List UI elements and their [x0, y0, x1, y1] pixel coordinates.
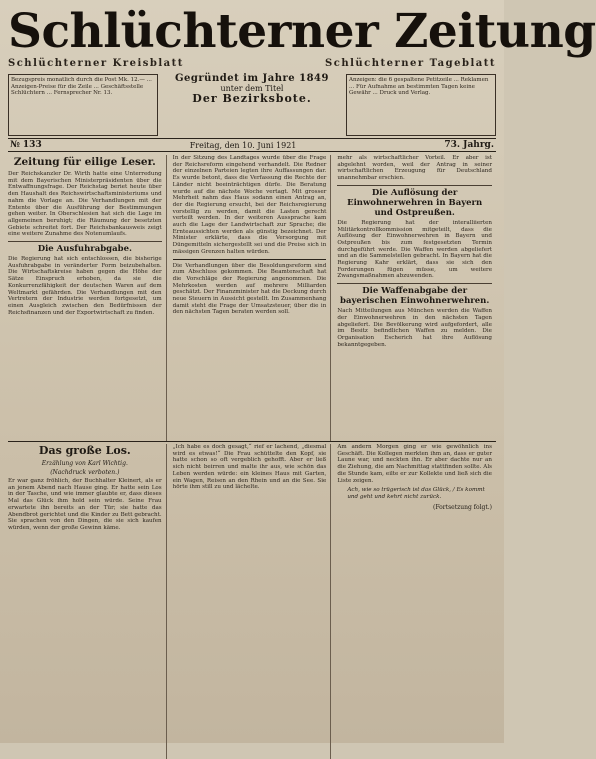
- dateline: [8, 138, 496, 152]
- article-text: Die Verhandlungen über die Besoldungsreform sind zum Abschluss gekommen. Die Beamtenschaft hat die Vorschläge der Regierung angenommen. Die Mehrkosten werden auf mehrere Milliarden geschätzt. Der Finanzminister hat die Deckung durch neue Steuern in Aussicht gestellt. Im Zusammenhang damit steht die Frage der Umsatzsteuer, über die in den nächsten Tagen beraten werden soll.: [172, 262, 327, 316]
- advert-notice: Anzeigen: die 6 gespaltene Petitzeile ... Reklamen ... Für Aufnahme an bestimmten Tagen keine Gewähr ... Druck und Verlag.: [346, 74, 496, 136]
- headline-weapons-handover: Die Waffenabgabe der bayerischen Einwohnerwehren.: [337, 283, 492, 306]
- story-subtitle: Erzählung von Karl Wichtig.: [41, 460, 128, 467]
- feuilleton-column-1: [8, 444, 167, 759]
- story-poem: Ach, wie so trügerisch ist das Glück, / Es kommt und geht und kehrt nicht zurück.: [347, 487, 485, 501]
- feuilleton-column-3: [337, 444, 496, 759]
- news-columns: [8, 155, 496, 441]
- subscription-notice: Bezugspreis monatlich durch die Post Mk. 12.— ... Anzeigen-Preise für die Zeile ... Geschäftsstelle Schlüchtern ... Fernsprecher Nr. 13.: [8, 74, 158, 136]
- article-text: In der Sitzung des Landtages wurde über die Frage der Reichsreform eingehend verhandelt. Die Redner der einzelnen Parteien legten ihre Auffassungen dar. Es wurde betont, dass die Verfassung die Rechte der Länder nicht beeinträchtigen dürfe. Die Beratung wurde auf die nächste Woche vertagt. Mit grosser Mehrheit nahm das Haus sodann einen Antrag an, der die Regierung ersucht, bei der Reichsregierung vorstellig zu werden, damit die Lasten gerecht verteilt werden. In der weiteren Aussprache kam auch die Lage der Landwirtschaft zur Sprache; die Ernteaussichten werden als günstig bezeichnet. Der Minister erklärte, dass die Versorgung mit Düngemitteln sichergestellt sei und die Preise sich in mässigen Grenzen halten würden.: [172, 155, 327, 255]
- bezirksbote-line: Der Bezirksbote.: [192, 92, 312, 105]
- column-3: [337, 155, 496, 441]
- masthead-title: Schlüchterner Zeitung: [8, 4, 596, 59]
- story-title: Das große Los.: [38, 444, 131, 457]
- founding-info: [164, 74, 340, 136]
- headline-quick-news: Zeitung für eilige Leser.: [13, 156, 156, 168]
- article-text: Die Regierung hat der interalliierten Militärkontrollkommission mitgeteilt, dass die Auflösung der Einwohnerwehren in Bayern und Ostpreußen bis zum festgesetzten Termin durchgeführt werde. Die Waffen werden abgeliefert und an die Sammelstellen gebracht. In Bayern hat die Regierung Kahr erklärt, dass sie sich den Forderungen fügen müsse, um weitere Zwangsmaßnahmen abzuwenden.: [337, 219, 492, 280]
- article-text: mehr als wirtschaftlicher Vorteil. Er aber ist abgelehnt worden, weil der Antrag in seiner wirtschaftlichen Erzeugung für Deutschland unannehmbar erschien.: [337, 155, 492, 182]
- column-1: [8, 155, 167, 441]
- headline-militia-dissolution: Die Auflösung der Einwohnerwehren in Bayern und Ostpreußen.: [337, 185, 492, 218]
- feuilleton-section: [8, 441, 496, 759]
- story-text: „Ich habe es doch gesagt,“ rief er lachend, „diesmal wird es etwas!“ Die Frau schüttelte den Kopf, sie hatte schon so oft vergeblich gehofft. Aber er ließ sich nicht beirren und malte ihr aus, wie schön das Leben werden würde: ein kleines Haus mit Garten, ein Wagen, Reisen an den Rhein und an die See. Sie hörte ihm still zu und lächelte.: [172, 444, 327, 491]
- subline-right: Schlüchterner Tageblatt: [325, 58, 496, 69]
- continued-note: (Fortsetzung folgt.): [433, 503, 492, 511]
- article-text: Nach Mitteilungen aus München werden die Waffen der Einwohnerwehren in den nächsten Tagen abgeliefert. Die Bevölkerung wird aufgefordert, alle im Besitz befindlichen Waffen zu melden. Die Organisation Escherich hat ihre Auflösung bekanntgegeben.: [337, 308, 492, 348]
- article-text: Die Regierung hat sich entschlossen, die bisherige Ausfuhrabgabe in veränderter Form beizubehalten. Die Wirtschaftskreise haben gegen die Höhe der Sätze Einspruch erhoben, da sie die Konkurrenzfähigkeit der deutschen Waren auf dem Weltmarkt gefährden. Die Verhandlungen mit den Vertretern der Industrie werden fortgesetzt, um einen Ausgleich zwischen den Bedürfnissen der Reichsfinanzen und der Exportwirtschaft zu finden.: [8, 256, 162, 316]
- story-text: Am andern Morgen ging er wie gewöhnlich ins Geschäft. Die Kollegen merkten ihm an, dass er guter Laune war, und neckten ihn. Er aber dachte nur an die Ziehung, die am Nachmittag stattfinden sollte. Als die Stunde kam, eilte er zur Kollekte und ließ sich die Liste zeigen.: [337, 444, 492, 484]
- subline-left: Schlüchterner Kreisblatt: [8, 58, 184, 69]
- masthead-subline: [8, 58, 496, 72]
- issue-date: Freitag, den 10. Juni 1921: [189, 140, 297, 150]
- column-2: [173, 155, 332, 441]
- founded-line: Gegründet im Jahre 1849: [175, 73, 329, 84]
- story-text: Er war ganz fröhlich, der Buchhalter Kleinert, als er an jenem Abend nach Hause ging. Er hatte sein Los in der Tasche, und wie immer glaubte er, dass dieses Mal das Glück ihm hold sein würde. Seine Frau erwartete ihn bereits an der Tür; sie hatte das Abendbrot gerichtet und die Kinder zu Bett gebracht. Sie sprachen von den Dingen, die sie sich kaufen würden, wenn der große Gewinn käme.: [8, 478, 162, 531]
- headline-export-levy: Die Ausfuhrabgabe.: [8, 241, 162, 254]
- divider: [173, 259, 327, 260]
- article-text: Der Reichskanzler Dr. Wirth hatte eine Unterredung mit dem Bayerischen Ministerpräsidenten über die Entwaffnungsfrage. Der Reichstag beriet heute über den Haushalt des Reichswirtschaftsministeriums und nahm die Vorlage an. Die Verhandlungen mit der Entente über die Ausführung der Bestimmungen gehen weiter. In Oberschlesien hat sich die Lage im allgemeinen beruhigt; die Räumung der besetzten Gebiete schreitet fort. Der Reichsbankausweis zeigt eine weitere Zunahme des Notenumlaufs.: [8, 171, 162, 238]
- header-band: [8, 74, 496, 136]
- volume-number: 73. Jahrg.: [444, 140, 494, 150]
- reprint-note: (Nachdruck verboten.): [50, 469, 120, 476]
- feuilleton-column-2: [173, 444, 332, 759]
- title-note: unter dem Titel: [220, 84, 284, 93]
- issue-number: № 133: [10, 140, 42, 150]
